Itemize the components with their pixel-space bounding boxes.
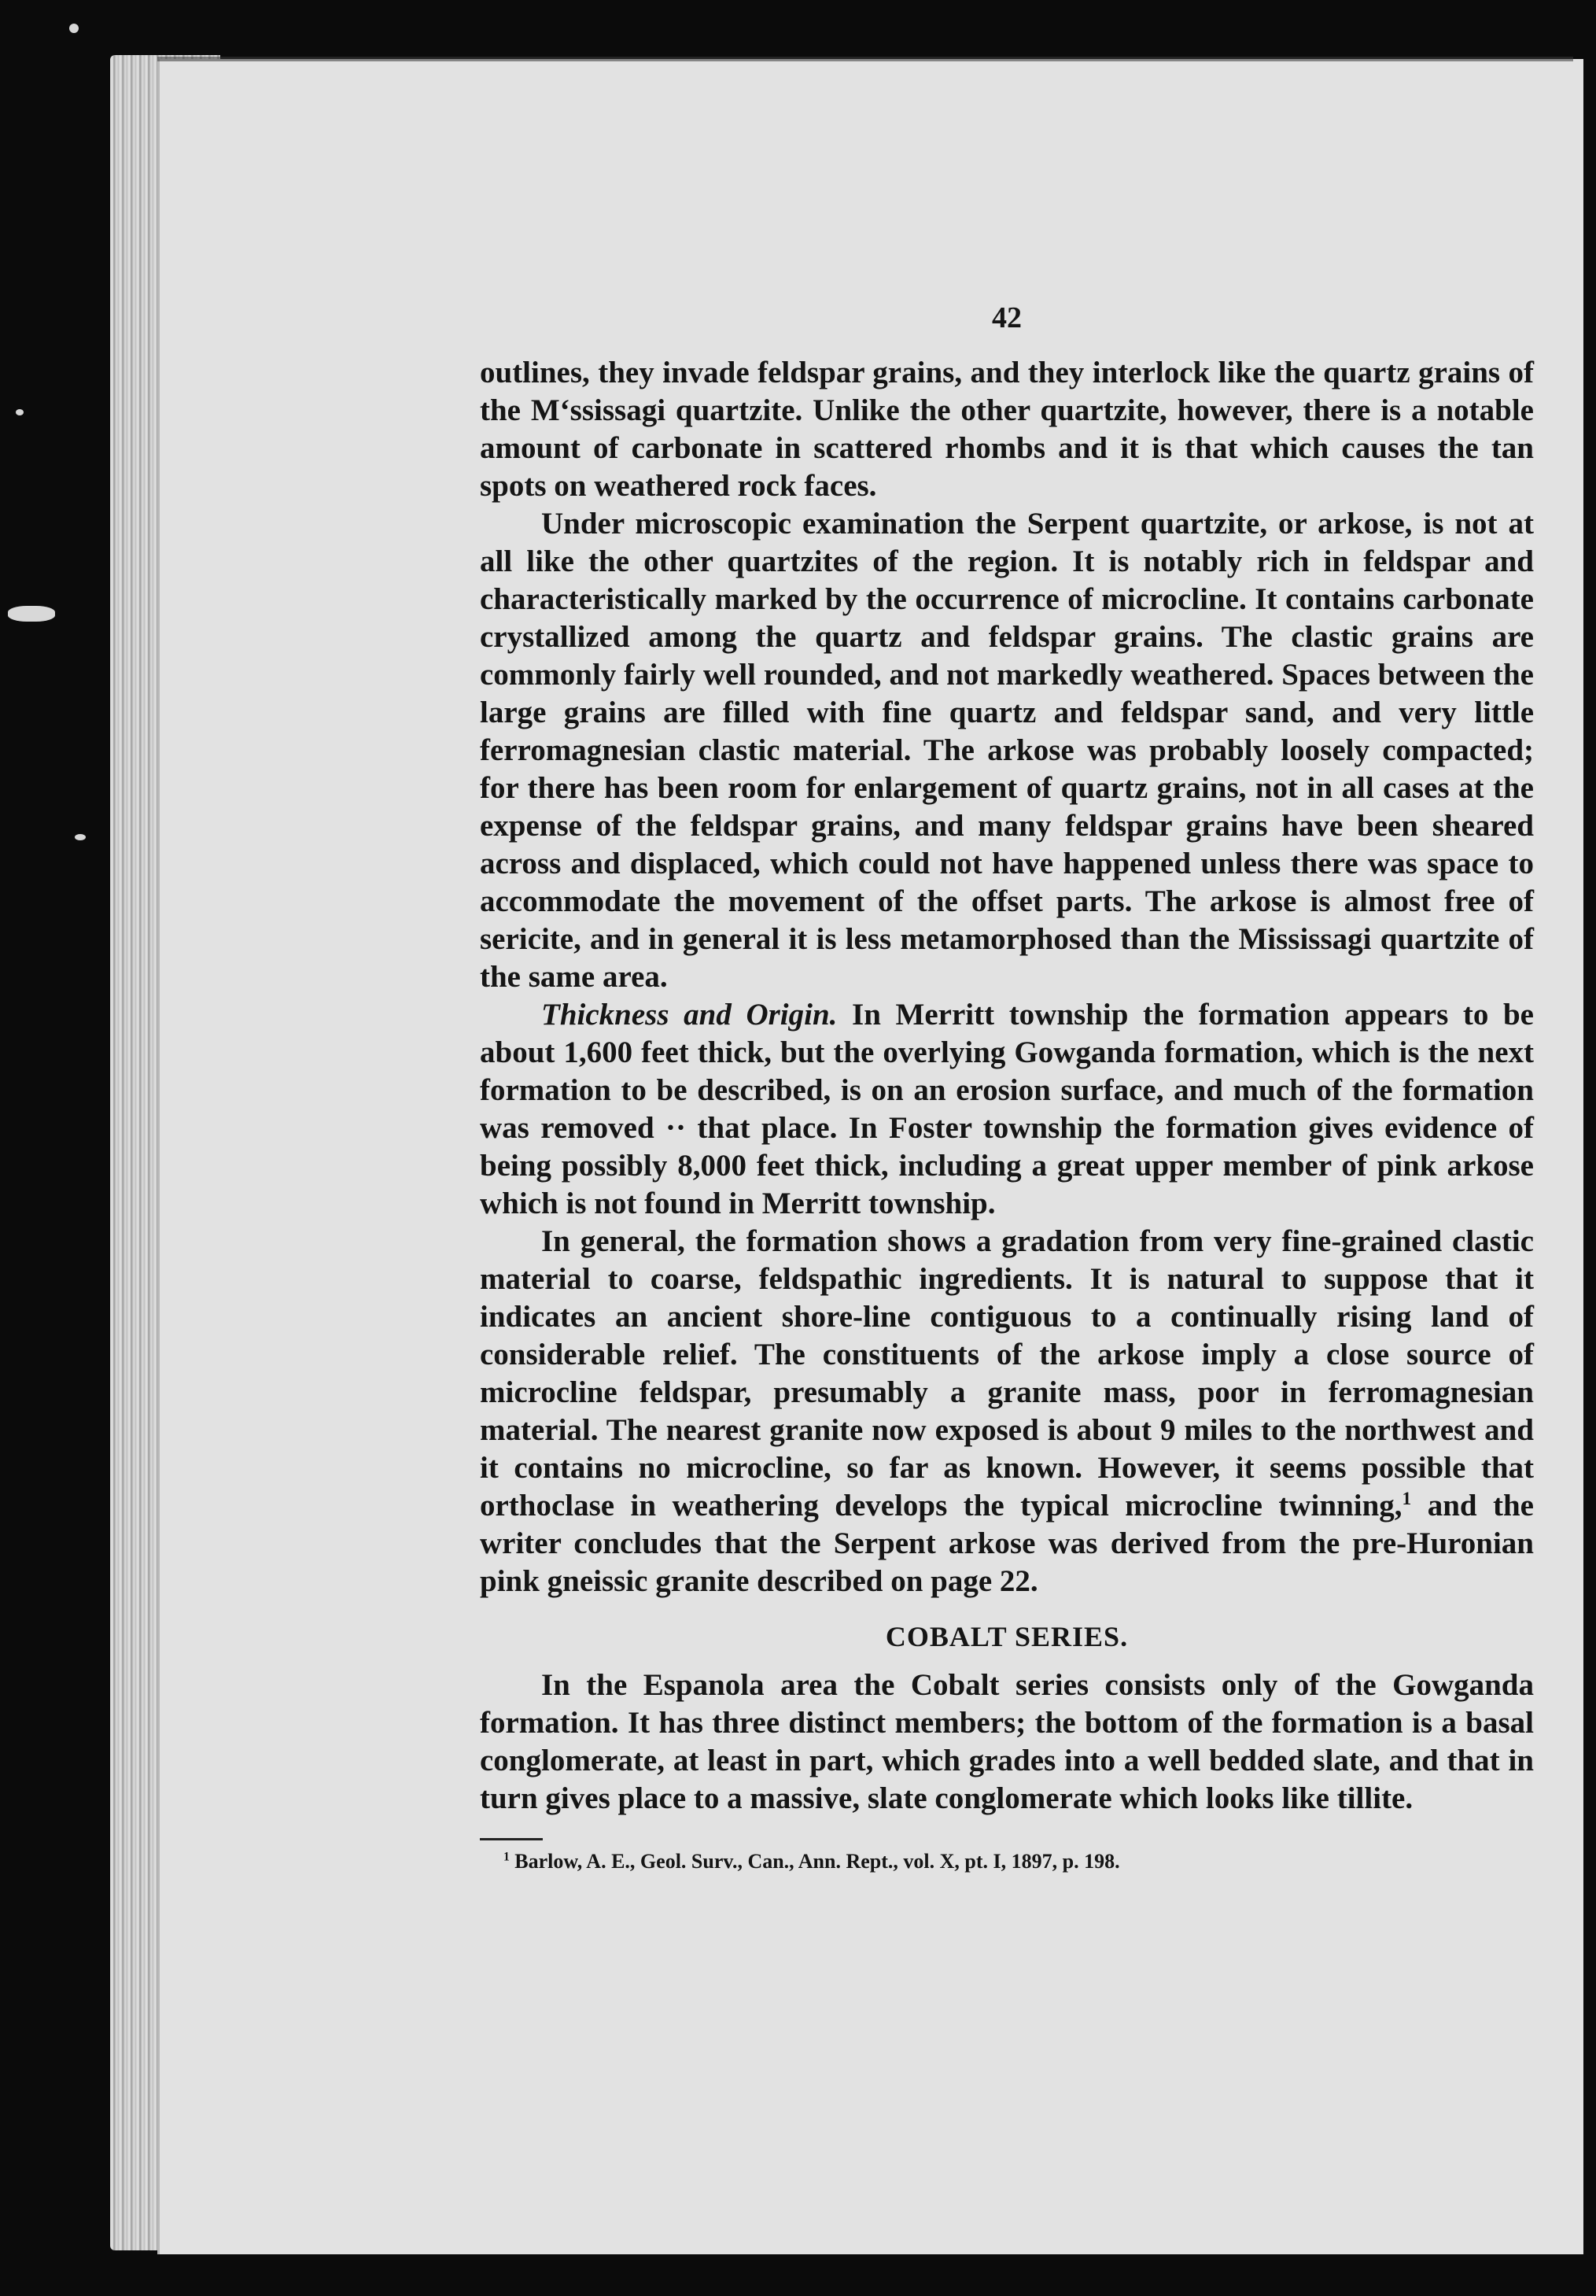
footnote-text: Barlow, A. E., Geol. Surv., Can., Ann. Rept., vol. X, pt. I, 1897, p. 198. — [509, 1850, 1120, 1873]
footnote — [503, 1848, 1534, 1875]
paragraph-thickness-origin — [480, 996, 1534, 1223]
page-number: 42 — [992, 301, 1022, 334]
paragraph-general-text: In general, the formation shows a gradation from very fine-grained clastic material to coarse, feldspathic ingredients. It is natural to suppose that it indicates an ancient shore-line contiguous to a continually rising land of considerable relief. The constituents of the arkose imply a close source of microcline feldspar, presumably a granite mass, poor in ferromagnesian material. The nearest granite now exposed is about 9 miles to the northwest and it contains no microcline, so far as known. However, it seems possible that orthoclase in weathering develops the typical microcline twinning, — [480, 1224, 1534, 1523]
paragraph-general-text-end: and the writer concludes that the Serpent arkose was derived from the pre-Huronian pink gneissic granite described on page 22. — [480, 1489, 1534, 1598]
paragraph-cobalt-series: In the Espanola area the Cobalt series consists only of the Gowganda formation. It has three distinct members; the bottom of the formation is a basal conglomerate, at least in part, which grades into a well bedded slate, and that in turn gives place to a massive, slate conglomerate which looks like tillite. — [480, 1668, 1534, 1815]
footnote-divider — [480, 1838, 543, 1840]
footnote-mark: 1 — [503, 1850, 510, 1864]
scan-speck — [75, 834, 86, 840]
paragraph-thickness-text: In Merritt township the formation appears to be about 1,600 feet thick, but the overlying Gowganda formation, which is the next formation to be described, is on an erosion surface, and much of the formation was removed ·· that place. In Foster township the formation gives evidence of being possibly 8,000 feet thick, including a great upper member of pink arkose which is not found in Merritt township. — [480, 998, 1534, 1220]
paragraph-general — [480, 1223, 1534, 1600]
paragraph-continued: outlines, they invade feldspar grains, and they interlock like the quartz grains of the M‘ssissagi quartzite. Unlike the other quartzite, however, there is a notable amount of carbonate in scattered rhombs and it is that which causes the tan spots on weathered rock faces. — [480, 356, 1534, 503]
page-top-edge — [157, 57, 1573, 61]
scan-speck — [8, 606, 55, 622]
run-in-heading: Thickness and Origin. — [541, 998, 838, 1032]
paragraph-microscopic: Under microscopic examination the Serpent quartzite, or arkose, is not at all like the other quartzites of the region. It is notably rich in feldspar and characteristically marked by the occurrence of microcline. It contains carbonate crystallized among the quartz and feldspar grains. The clastic grains are commonly fairly well rounded, and not markedly weathered. Spaces between the large grains are filled with fine quartz and feldspar sand, and very little ferromagnesian clastic material. The arkose was probably loosely compacted; for there has been room for enlargement of quartz grains, not in all cases at the expense of the feldspar grains, and many feldspar grains have been sheared across and displaced, which could not have happened unless there was space to accommodate the movement of the offset parts. The arkose is almost free of sericite, and in general it is less metamorphosed than the Mississagi quartzite of the same area. — [480, 507, 1534, 994]
scan-speck — [69, 24, 79, 33]
scan-speck — [16, 409, 24, 415]
footnote-reference: 1 — [1402, 1489, 1412, 1509]
section-heading: COBALT SERIES. — [885, 1621, 1129, 1652]
page-text-block — [480, 299, 1534, 1875]
